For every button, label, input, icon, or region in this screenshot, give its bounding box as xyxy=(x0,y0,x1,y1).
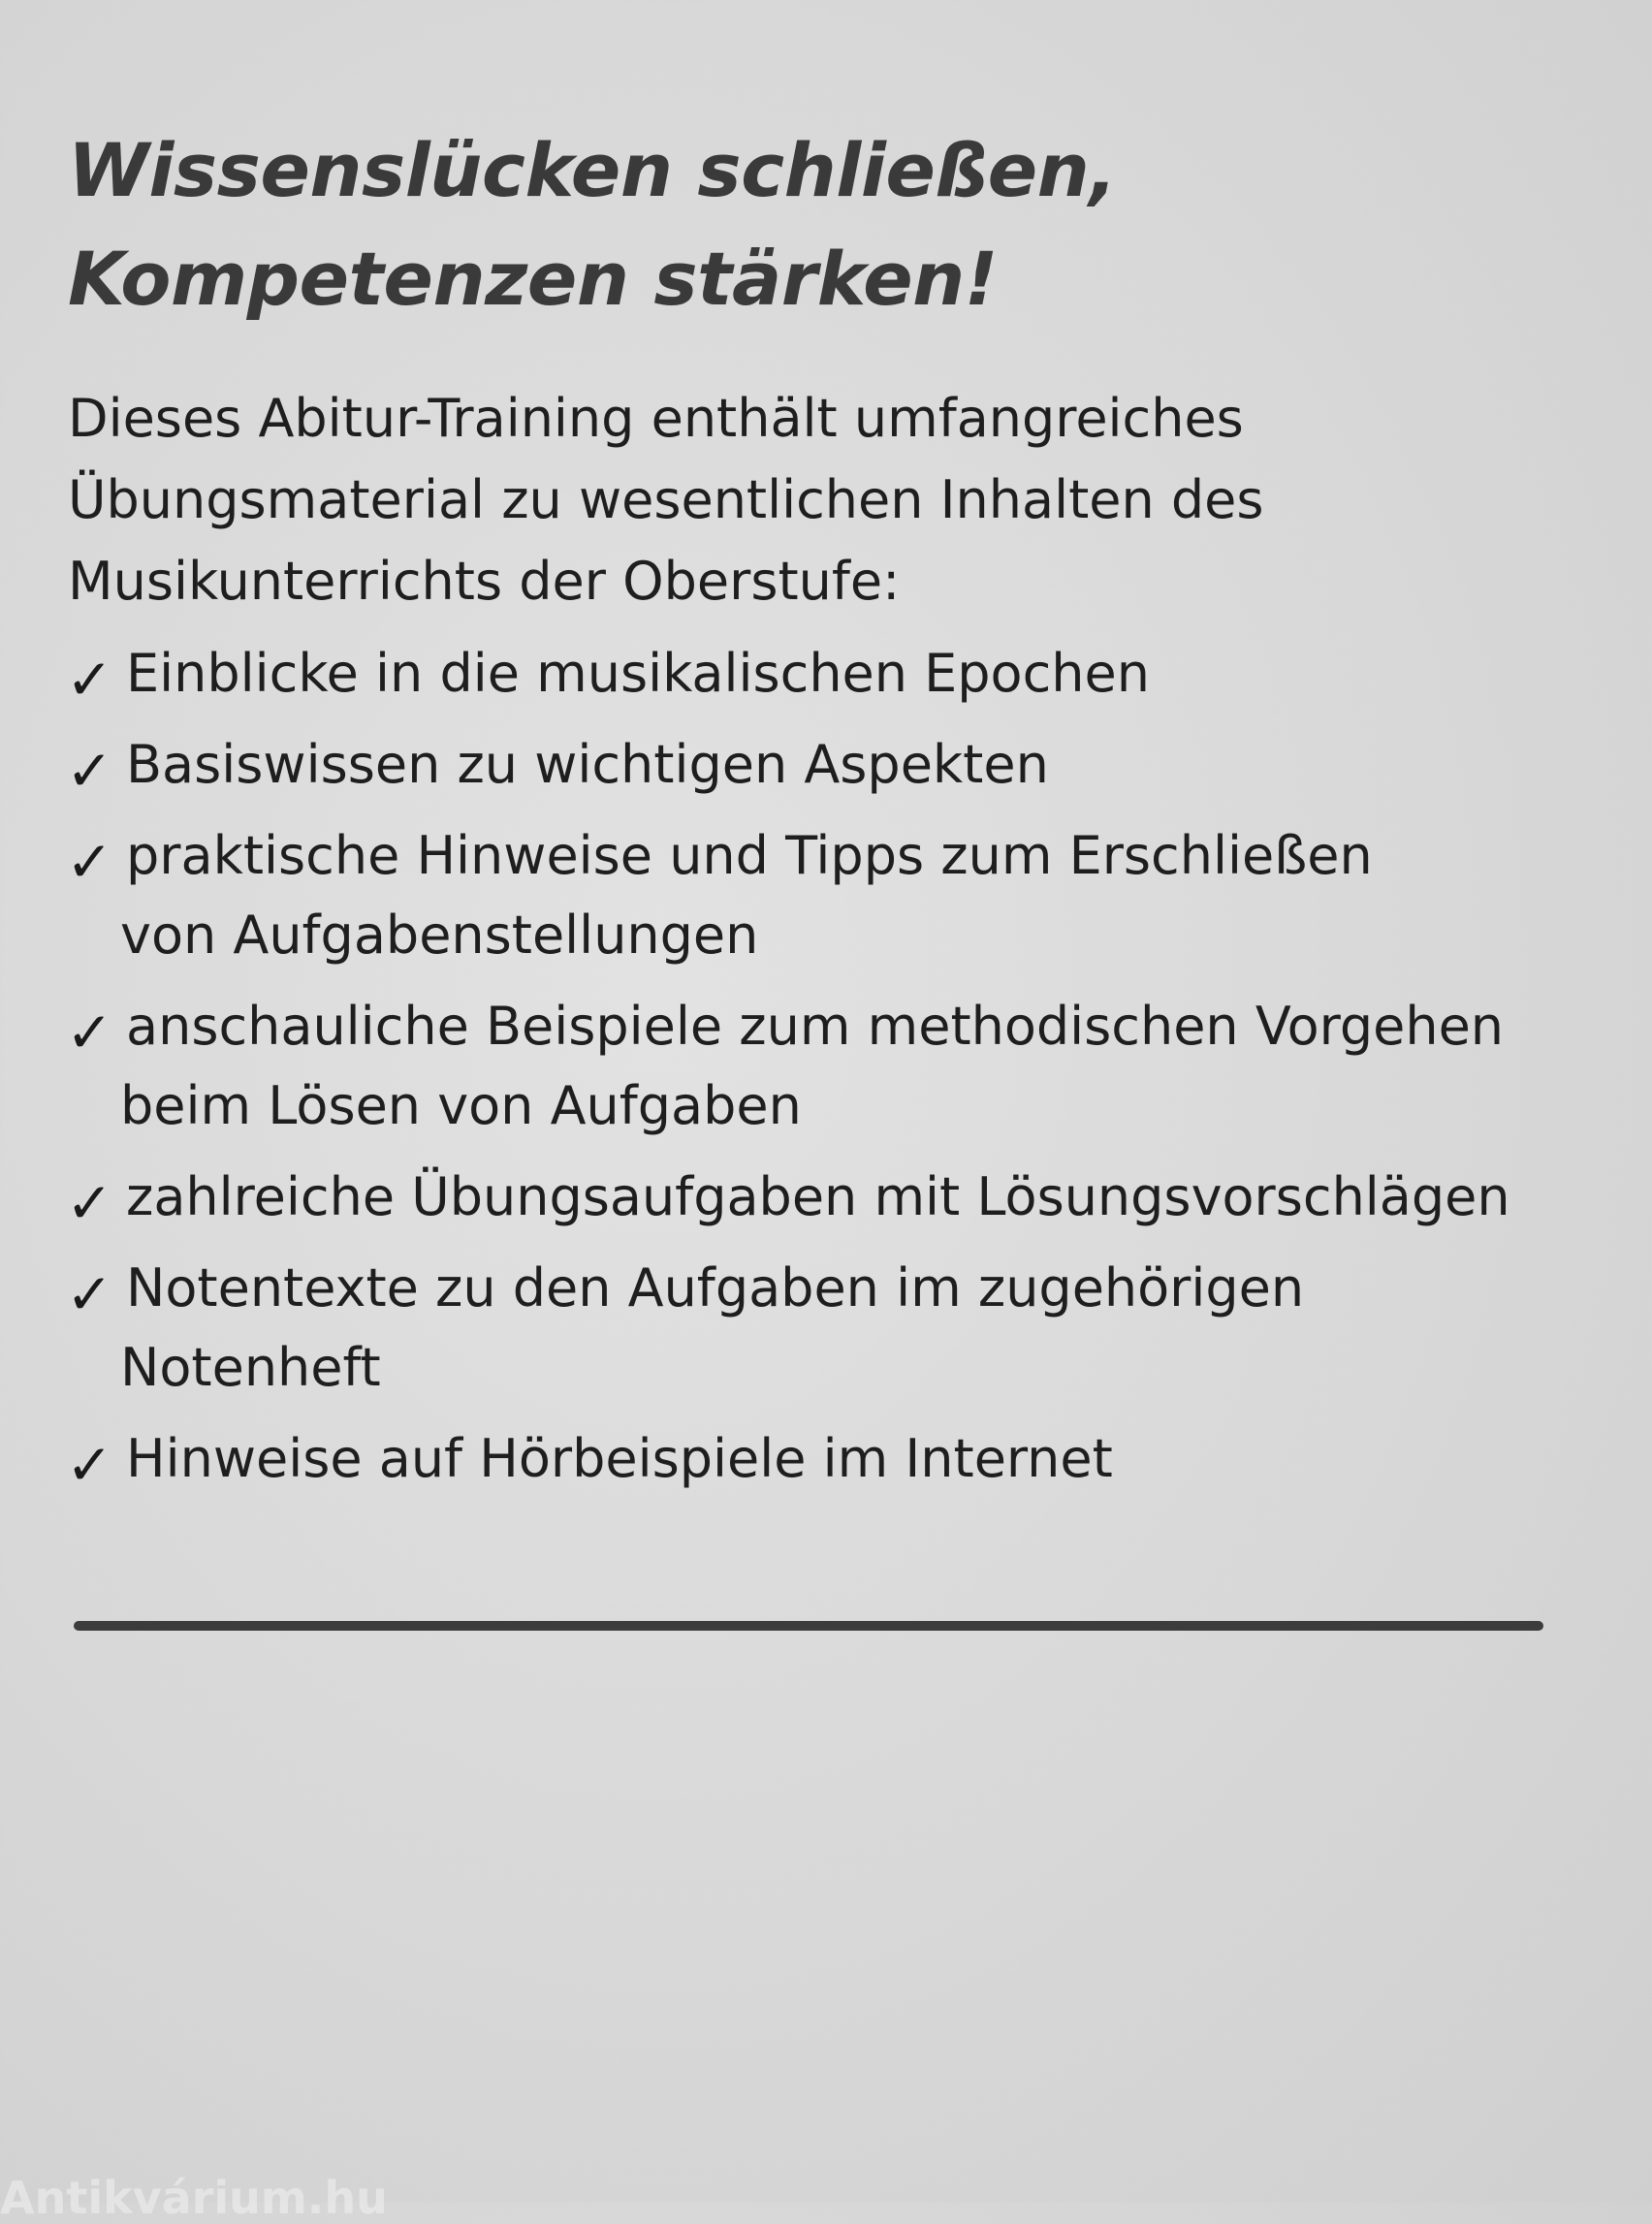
checkmark-icon: ✓ xyxy=(66,1000,113,1065)
watermark: Antikvárium.hu xyxy=(0,2172,388,2224)
back-cover-text xyxy=(68,116,1580,1499)
horizontal-divider xyxy=(74,1621,1543,1631)
feature-text: Basiswissen zu wichtigen Aspekten xyxy=(126,734,1049,795)
checkmark-icon: ✓ xyxy=(66,1170,113,1236)
feature-text: Einblicke in die musikalischen Epochen xyxy=(126,643,1150,704)
feature-item xyxy=(68,816,1580,975)
feature-item xyxy=(68,725,1580,805)
intro-paragraph xyxy=(68,378,1580,622)
feature-text-continued: von Aufgabenstellungen xyxy=(120,905,759,966)
feature-text-continued: Notenheft xyxy=(120,1337,381,1398)
feature-item xyxy=(68,1158,1580,1237)
intro-line: Dieses Abitur-Training enthält umfangreiches xyxy=(68,388,1244,449)
feature-item xyxy=(68,987,1580,1146)
checkmark-icon: ✓ xyxy=(66,647,113,713)
feature-text: Notentexte zu den Aufgaben im zugehörigen xyxy=(126,1257,1305,1319)
feature-text: praktische Hinweise und Tipps zum Erschließen xyxy=(126,825,1373,886)
feature-item xyxy=(68,634,1580,714)
feature-text: zahlreiche Übungsaufgaben mit Lösungsvorschlägen xyxy=(126,1166,1510,1227)
intro-line: Übungsmaterial zu wesentlichen Inhalten des xyxy=(68,469,1264,530)
checkmark-icon: ✓ xyxy=(66,1261,113,1327)
checkmark-icon: ✓ xyxy=(66,738,113,804)
headline-line: Kompetenzen stärken! xyxy=(68,236,998,322)
checkmark-icon: ✓ xyxy=(66,1432,113,1498)
feature-text: anschauliche Beispiele zum methodischen Vorgehen xyxy=(126,996,1505,1057)
feature-list xyxy=(68,634,1580,1499)
intro-line: Musikunterrichts der Oberstufe: xyxy=(68,551,901,612)
headline-line: Wissenslücken schließen, xyxy=(68,127,1117,213)
feature-item xyxy=(68,1419,1580,1499)
checkmark-icon: ✓ xyxy=(66,829,113,895)
headline xyxy=(68,116,1580,334)
feature-text-continued: beim Lösen von Aufgaben xyxy=(120,1075,802,1136)
feature-text: Hinweise auf Hörbeispiele im Internet xyxy=(126,1428,1113,1489)
feature-item xyxy=(68,1249,1580,1408)
